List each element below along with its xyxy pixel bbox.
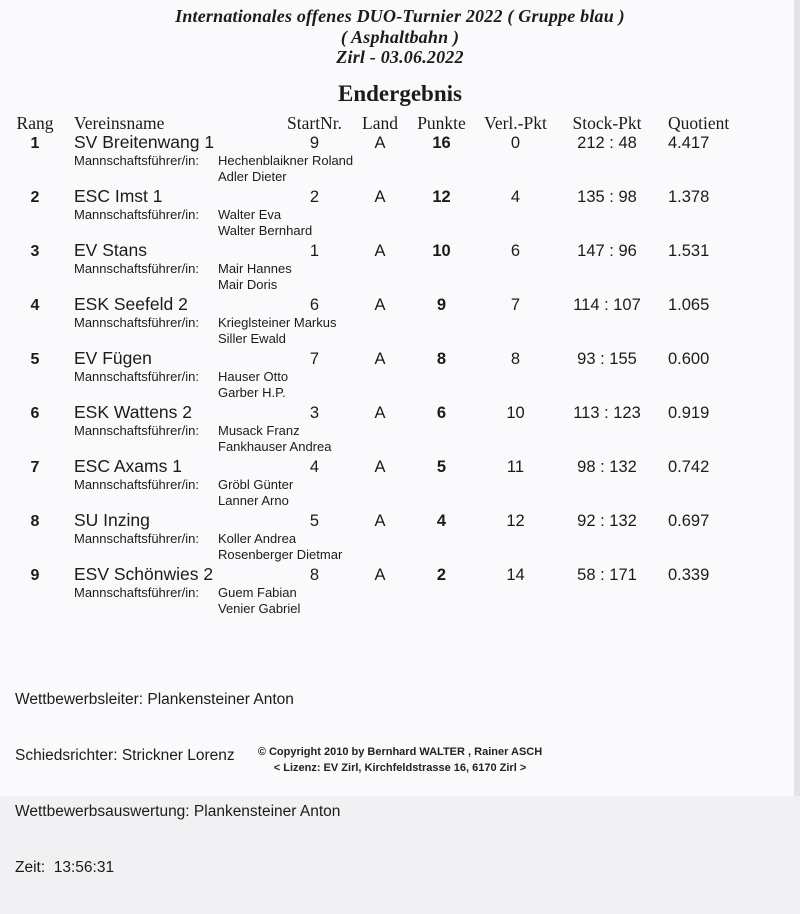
team-leader-2: Venier Gabriel (218, 601, 301, 616)
country-code: A (374, 404, 386, 422)
team-name: ESC Imst 1 (74, 186, 163, 206)
team-name: ESK Wattens 2 (74, 402, 193, 422)
stock-points: 212 : 48 (577, 134, 637, 152)
team-leader-names (218, 477, 754, 509)
table-row (8, 133, 754, 185)
loss-points: 10 (506, 404, 525, 422)
copyright-block (0, 745, 800, 776)
team-leader-names (218, 153, 754, 185)
license-line: < Lizenz: EV Zirl, Kirchfeldstrasse 16, 6170 Zirl > (273, 761, 527, 774)
team-leader-label: Mannschaftsführer/in: (74, 153, 200, 168)
team-leader-1: Krieglsteiner Markus (218, 315, 337, 330)
quotient-value: 0.697 (668, 512, 710, 530)
stock-points: 92 : 132 (577, 512, 637, 530)
team-leader-2: Siller Ewald (218, 331, 286, 346)
team-leader-label: Mannschaftsführer/in: (74, 531, 200, 546)
quotient-value: 1.065 (668, 296, 710, 314)
team-leader-1: Koller Andrea (218, 531, 297, 546)
loss-points: 11 (506, 458, 525, 476)
team-leader-label: Mannschaftsführer/in: (74, 315, 200, 330)
team-leader-2: Lanner Arno (218, 493, 289, 508)
team-leader-2: Mair Doris (218, 277, 278, 292)
stock-points: 147 : 96 (577, 242, 637, 260)
title-line-1: Internationales offenes DUO-Turnier 2022 ( Gruppe blau ) (175, 6, 625, 26)
competition-director-line: Wettbewerbsleiter: Plankensteiner Anton (15, 691, 294, 709)
points-value: 6 (436, 404, 447, 422)
country-code: A (374, 188, 386, 206)
officials-block (15, 654, 340, 914)
team-name: ESV Schönwies 2 (74, 564, 214, 584)
rank-value: 1 (30, 135, 40, 152)
stock-points: 135 : 98 (577, 188, 637, 206)
points-value: 5 (436, 458, 447, 476)
col-header-verlpkt: Verl.-Pkt (484, 113, 547, 133)
rank-value: 2 (30, 189, 40, 206)
copyright-line: © Copyright 2010 by Bernhard WALTER , Rainer ASCH (257, 746, 543, 758)
country-code: A (374, 566, 386, 584)
col-header-startnr: StartNr. (287, 113, 342, 133)
table-row (8, 295, 754, 347)
col-header-rang: Rang (16, 113, 54, 133)
table-row (8, 403, 754, 455)
team-leader-1: Mair Hannes (218, 261, 292, 276)
start-number: 9 (309, 134, 320, 152)
points-value: 16 (432, 134, 451, 152)
country-code: A (374, 242, 386, 260)
title-line-2: ( Asphaltbahn ) (340, 26, 460, 47)
time-line: Zeit: 13:56:31 (15, 858, 115, 876)
country-code: A (374, 296, 386, 314)
team-leader-1: Gröbl Günter (218, 477, 294, 492)
loss-points: 14 (506, 566, 525, 584)
points-value: 2 (436, 566, 447, 584)
stock-points: 58 : 171 (577, 566, 637, 584)
rank-value: 3 (30, 243, 40, 260)
team-leader-label: Mannschaftsführer/in: (74, 585, 200, 600)
page-title: Endergebnis (338, 81, 462, 106)
points-value: 12 (432, 188, 451, 206)
start-number: 1 (309, 242, 320, 260)
team-leader-2: Garber H.P. (218, 385, 286, 400)
team-leader-names (218, 531, 754, 563)
loss-points: 8 (510, 350, 521, 368)
rank-value: 7 (30, 459, 40, 476)
table-header-row (8, 113, 754, 133)
team-leader-1: Walter Eva (218, 207, 282, 222)
team-leader-label: Mannschaftsführer/in: (74, 261, 200, 276)
table-row (8, 511, 754, 563)
table-row (8, 457, 754, 509)
loss-points: 6 (510, 242, 521, 260)
loss-points: 7 (510, 296, 521, 314)
team-leader-label: Mannschaftsführer/in: (74, 369, 200, 384)
start-number: 4 (309, 458, 320, 476)
stock-points: 114 : 107 (573, 296, 641, 314)
team-leader-label: Mannschaftsführer/in: (74, 423, 200, 438)
stock-points: 93 : 155 (577, 350, 637, 368)
team-leader-2: Fankhauser Andrea (218, 439, 332, 454)
quotient-value: 0.600 (668, 350, 710, 368)
start-number: 5 (309, 512, 320, 530)
tournament-title (0, 6, 800, 68)
col-header-land: Land (362, 113, 398, 133)
evaluation-line: Wettbewerbsauswertung: Plankensteiner Anton (15, 802, 341, 820)
points-value: 10 (432, 242, 451, 260)
team-leader-2: Rosenberger Dietmar (218, 547, 343, 562)
team-name: SU Inzing (74, 510, 150, 530)
team-leader-2: Adler Dieter (218, 169, 287, 184)
col-header-stockpkt: Stock-Pkt (572, 113, 642, 133)
table-row (8, 241, 754, 293)
quotient-value: 0.742 (668, 458, 710, 476)
team-leader-label: Mannschaftsführer/in: (74, 207, 200, 222)
quotient-value: 0.919 (668, 404, 710, 422)
team-name: ESK Seefeld 2 (74, 294, 188, 314)
team-leader-1: Hechenblaikner Roland (218, 153, 354, 168)
country-code: A (374, 512, 386, 530)
loss-points: 12 (506, 512, 525, 530)
start-number: 6 (309, 296, 320, 314)
team-leader-2: Walter Bernhard (218, 223, 313, 238)
team-leader-names (218, 261, 754, 293)
country-code: A (374, 458, 386, 476)
start-number: 3 (309, 404, 320, 422)
start-number: 7 (309, 350, 320, 368)
rank-value: 4 (30, 297, 40, 314)
table-row (8, 187, 754, 239)
rank-value: 6 (30, 405, 40, 422)
stock-points: 98 : 132 (577, 458, 637, 476)
team-leader-1: Guem Fabian (218, 585, 297, 600)
stock-points: 113 : 123 (573, 404, 641, 422)
team-leader-names (218, 423, 754, 455)
rank-value: 9 (30, 567, 40, 584)
team-name: EV Fügen (74, 348, 152, 368)
team-leader-names (218, 315, 754, 347)
quotient-value: 1.531 (668, 242, 710, 260)
team-leader-1: Hauser Otto (218, 369, 289, 384)
results-table (8, 113, 754, 619)
start-number: 2 (309, 188, 320, 206)
quotient-value: 4.417 (668, 134, 710, 152)
team-name: SV Breitenwang 1 (74, 132, 215, 152)
rank-value: 5 (30, 351, 40, 368)
title-line-3: Zirl - 03.06.2022 (336, 47, 464, 67)
col-header-punkte: Punkte (417, 113, 466, 133)
country-code: A (374, 350, 386, 368)
quotient-value: 1.378 (668, 188, 710, 206)
team-leader-1: Musack Franz (218, 423, 300, 438)
points-value: 8 (436, 350, 447, 368)
start-number: 8 (309, 566, 320, 584)
team-name: EV Stans (74, 240, 147, 260)
points-value: 4 (436, 512, 447, 530)
scan-edge (794, 0, 800, 796)
table-row (8, 349, 754, 401)
table-row (8, 565, 754, 617)
team-leader-names (218, 207, 754, 239)
team-leader-names (218, 585, 754, 617)
col-header-verein: Vereinsname (74, 113, 165, 133)
referee-line: Schiedsrichter: Strickner Lorenz (15, 746, 235, 764)
country-code: A (374, 134, 386, 152)
team-leader-label: Mannschaftsführer/in: (74, 477, 200, 492)
points-value: 9 (436, 296, 447, 314)
team-name: ESC Axams 1 (74, 456, 182, 476)
quotient-value: 0.339 (668, 566, 710, 584)
rank-value: 8 (30, 513, 40, 530)
col-header-quotient: Quotient (668, 113, 730, 133)
team-leader-names (218, 369, 754, 401)
loss-points: 4 (510, 188, 521, 206)
loss-points: 0 (510, 134, 521, 152)
